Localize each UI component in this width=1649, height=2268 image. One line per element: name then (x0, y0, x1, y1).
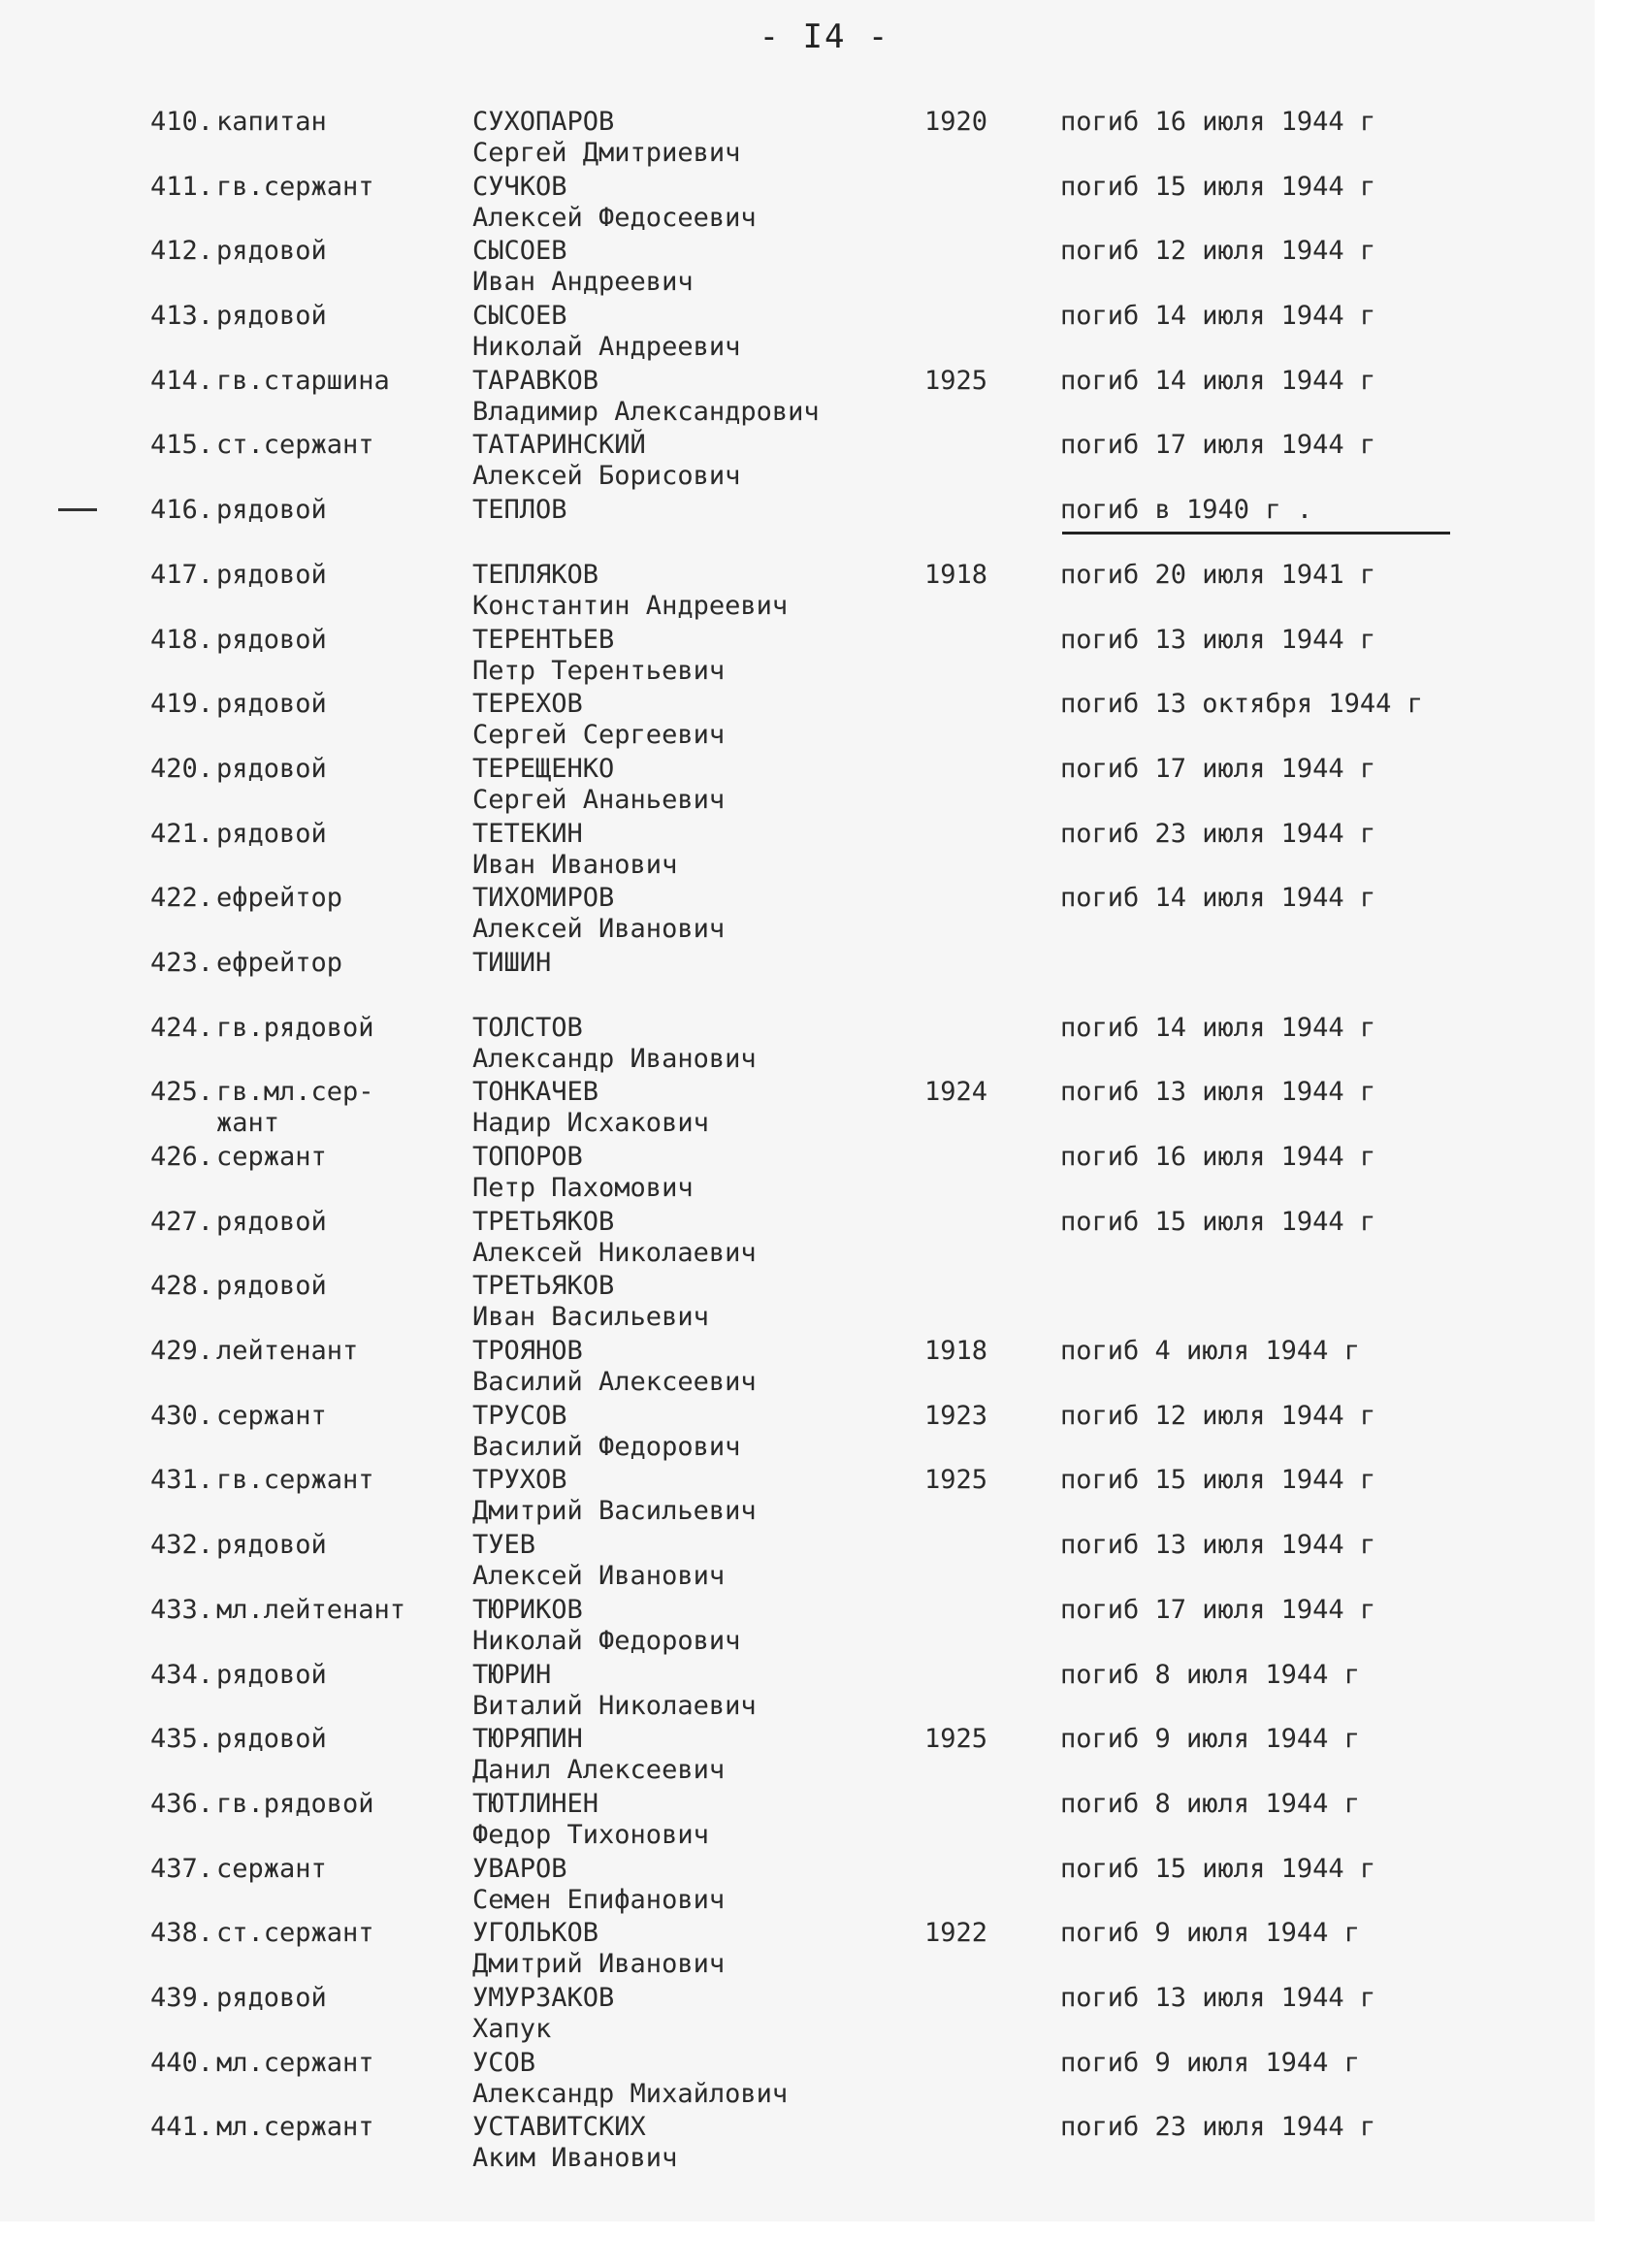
entry-given-names: Алексей Иванович (472, 914, 726, 945)
list-item (0, 1142, 1649, 1207)
entry-main-line (0, 883, 1649, 914)
list-item (0, 560, 1649, 625)
entry-main-line (0, 107, 1649, 138)
entry-main-line (0, 1336, 1649, 1367)
entry-rank: сержант (216, 1400, 327, 1431)
entry-fate: погиб 15 июля 1944 г (1060, 171, 1376, 202)
entry-rank: рядовой (216, 1659, 327, 1690)
entry-number: 436. (149, 1788, 213, 1819)
entry-fate: погиб 14 июля 1944 г (1060, 1012, 1376, 1043)
entry-rank: ст.сержант (216, 430, 374, 461)
entry-rank: ст.сержант (216, 1918, 374, 1949)
entry-second-line (0, 1820, 1649, 1851)
entry-main-line (0, 495, 1649, 526)
entry-main-line (0, 689, 1649, 720)
entry-main-line (0, 1530, 1649, 1561)
entry-given-names: Дмитрий Иванович (472, 1949, 726, 1980)
entry-main-line (0, 625, 1649, 656)
entry-given-names: Николай Андреевич (472, 332, 741, 363)
entry-number: 431. (149, 1465, 213, 1496)
entry-surname: ТРЕТЬЯКОВ (472, 1271, 615, 1302)
entry-main-line (0, 819, 1649, 850)
entry-birth-year: 1925 (924, 1465, 988, 1496)
entry-second-line (0, 1691, 1649, 1722)
entry-fate: погиб 9 июля 1944 г (1060, 2047, 1360, 2078)
entry-main-line (0, 1789, 1649, 1820)
entry-birth-year: 1925 (924, 365, 988, 396)
entry-fate: погиб 23 июля 1944 г (1060, 2112, 1376, 2143)
entry-second-line (0, 850, 1649, 881)
entry-second-line (0, 526, 1649, 557)
entry-rank: рядовой (216, 1982, 327, 2013)
entry-rank: рядовой (216, 1724, 327, 1755)
entry-second-line (0, 1561, 1649, 1592)
entry-surname: ТАРАВКОВ (472, 365, 599, 396)
entry-rank: рядовой (216, 236, 327, 267)
entry-second-line (0, 397, 1649, 428)
entry-fate: погиб 12 июля 1944 г (1060, 236, 1376, 267)
entry-second-line (0, 2143, 1649, 2174)
entry-second-line (0, 1044, 1649, 1075)
entry-second-line (0, 1949, 1649, 1980)
entry-surname: ТРУХОВ (472, 1465, 567, 1496)
list-item (0, 689, 1649, 754)
list-item (0, 1660, 1649, 1725)
list-item (0, 1789, 1649, 1854)
entry-given-names: Данил Алексеевич (472, 1755, 726, 1786)
entry-second-line (0, 2014, 1649, 2045)
entry-main-line (0, 1013, 1649, 1044)
entry-fate: погиб 16 июля 1944 г (1060, 107, 1376, 137)
list-item (0, 107, 1649, 172)
list-item (0, 172, 1649, 237)
entry-surname: ТЮРЯПИН (472, 1724, 583, 1755)
entry-surname: ТРОЯНОВ (472, 1336, 583, 1367)
entry-main-line (0, 301, 1649, 332)
entry-surname: ТЮРИКОВ (472, 1594, 583, 1625)
entry-second-line (0, 2079, 1649, 2110)
entry-fate: погиб 9 июля 1944 г (1060, 1918, 1360, 1949)
entry-birth-year: 1918 (924, 1336, 988, 1367)
list-item (0, 301, 1649, 366)
list-item (0, 1401, 1649, 1466)
entry-number: 432. (149, 1530, 213, 1561)
entry-main-line (0, 948, 1649, 979)
entry-rank: рядовой (216, 753, 327, 784)
entry-given-names: Алексей Иванович (472, 1561, 726, 1592)
entry-number: 427. (149, 1206, 213, 1237)
list-item (0, 1207, 1649, 1272)
entry-number: 412. (149, 236, 213, 267)
entry-number: 418. (149, 624, 213, 655)
entry-main-line (0, 1983, 1649, 2014)
entry-birth-year: 1918 (924, 559, 988, 590)
list-item (0, 2048, 1649, 2113)
entry-fate: погиб 15 июля 1944 г (1060, 1465, 1376, 1496)
entry-fate: погиб 23 июля 1944 г (1060, 818, 1376, 849)
entry-given-names: Сергей Сергеевич (472, 720, 726, 751)
entry-rank: рядовой (216, 689, 327, 720)
entry-main-line (0, 236, 1649, 267)
list-item (0, 1918, 1649, 1983)
list-item (0, 1013, 1649, 1078)
casualty-list (0, 107, 1649, 2177)
entry-fate: погиб 13 октября 1944 г (1060, 689, 1423, 720)
entry-second-line (0, 656, 1649, 687)
entry-number: 419. (149, 689, 213, 720)
entry-surname: СУЧКОВ (472, 171, 567, 202)
entry-number: 430. (149, 1400, 213, 1431)
entry-given-names: Александр Михайлович (472, 2078, 789, 2109)
entry-fate: погиб 13 июля 1944 г (1060, 1077, 1376, 1108)
entry-surname: УСТАВИТСКИХ (472, 2112, 646, 2143)
entry-number: 415. (149, 430, 213, 461)
entry-birth-year: 1923 (924, 1400, 988, 1431)
entry-surname: ТОПОРОВ (472, 1142, 583, 1172)
entry-number: 434. (149, 1659, 213, 1690)
entry-given-names: Константин Андреевич (472, 590, 789, 621)
list-item (0, 1077, 1649, 1142)
entry-main-line (0, 1918, 1649, 1949)
entry-fate: погиб 12 июля 1944 г (1060, 1400, 1376, 1431)
entry-rank: рядовой (216, 301, 327, 332)
entry-second-line (0, 1885, 1649, 1916)
entry-rank: гв.мл.сер- (216, 1077, 374, 1108)
entry-main-line (0, 560, 1649, 591)
entry-surname: ТЕРЕХОВ (472, 689, 583, 720)
entry-surname: ТРУСОВ (472, 1400, 567, 1431)
entry-number: 425. (149, 1077, 213, 1108)
entry-surname: ТИШИН (472, 947, 552, 978)
entry-given-names: Федор Тихонович (472, 1819, 709, 1850)
entry-fate: погиб 17 июля 1944 г (1060, 1594, 1376, 1625)
entry-fate: погиб 15 июля 1944 г (1060, 1206, 1376, 1237)
entry-second-line (0, 914, 1649, 945)
entry-number: 420. (149, 753, 213, 784)
entry-main-line (0, 1465, 1649, 1496)
entry-surname: УСОВ (472, 2047, 536, 2078)
entry-surname: ТЕПЛЯКОВ (472, 559, 599, 590)
entry-fate: погиб 13 июля 1944 г (1060, 1530, 1376, 1561)
entry-surname: ТИХОМИРОВ (472, 883, 615, 914)
list-item (0, 754, 1649, 819)
entry-rank: рядовой (216, 1271, 327, 1302)
entry-given-names: Владимир Александрович (472, 396, 820, 427)
entry-surname: ТЮТЛИНЕН (472, 1788, 599, 1819)
entry-rank: лейтенант (216, 1336, 359, 1367)
list-item (0, 1983, 1649, 2048)
entry-second-line (0, 1367, 1649, 1398)
entry-fate: погиб 4 июля 1944 г (1060, 1336, 1360, 1367)
entry-fate: погиб 14 июля 1944 г (1060, 365, 1376, 396)
entry-rank: ефрейтор (216, 883, 343, 914)
entry-number: 422. (149, 883, 213, 914)
entry-surname: СЫСОЕВ (472, 236, 567, 267)
entry-fate: погиб 13 июля 1944 г (1060, 1982, 1376, 2013)
entry-main-line (0, 1271, 1649, 1302)
entry-number: 416. (149, 495, 213, 526)
entry-surname: ТЕРЕНТЬЕВ (472, 624, 615, 655)
entry-rank: мл.сержант (216, 2047, 374, 2078)
entry-fate: погиб 8 июля 1944 г (1060, 1659, 1360, 1690)
list-item (0, 1854, 1649, 1919)
entry-rank: рядовой (216, 1530, 327, 1561)
entry-number: 424. (149, 1012, 213, 1043)
entry-given-names: Иван Андреевич (472, 267, 694, 298)
entry-second-line (0, 203, 1649, 234)
entry-surname: УВАРОВ (472, 1853, 567, 1884)
entry-second-line (0, 979, 1649, 1010)
entry-fate: погиб 8 июля 1944 г (1060, 1788, 1360, 1819)
entry-main-line (0, 2112, 1649, 2143)
entry-second-line (0, 1302, 1649, 1333)
entry-main-line (0, 1401, 1649, 1432)
list-item (0, 430, 1649, 495)
entry-surname: УГОЛЬКОВ (472, 1918, 599, 1949)
entry-rank: рядовой (216, 1206, 327, 1237)
entry-surname: СЫСОЕВ (472, 301, 567, 332)
entry-main-line (0, 754, 1649, 785)
entry-given-names: Алексей Борисович (472, 461, 741, 492)
list-item (0, 1336, 1649, 1401)
entry-given-names: Аким Иванович (472, 2143, 678, 2174)
entry-fate: погиб 20 июля 1941 г (1060, 559, 1376, 590)
entry-number: 414. (149, 365, 213, 396)
entry-given-names: Николай Федорович (472, 1625, 741, 1656)
entry-main-line (0, 172, 1649, 203)
entry-given-names: Александр Иванович (472, 1043, 757, 1074)
entry-second-line (0, 461, 1649, 492)
list-item (0, 625, 1649, 690)
list-item (0, 1530, 1649, 1595)
entry-second-line (0, 1432, 1649, 1463)
entry-fate: погиб 14 июля 1944 г (1060, 883, 1376, 914)
list-item (0, 1595, 1649, 1660)
entry-surname: ТРЕТЬЯКОВ (472, 1206, 615, 1237)
entry-given-names: Петр Пахомович (472, 1173, 694, 1203)
entry-number: 410. (149, 107, 213, 137)
entry-main-line (0, 1660, 1649, 1691)
entry-fate: погиб 9 июля 1944 г (1060, 1724, 1360, 1755)
entry-number: 413. (149, 301, 213, 332)
entry-rank: рядовой (216, 818, 327, 849)
entry-rank: сержант (216, 1142, 327, 1172)
entry-fate: погиб 13 июля 1944 г (1060, 624, 1376, 655)
entry-given-names: Хапук (472, 2013, 552, 2044)
entry-number: 439. (149, 1982, 213, 2013)
entry-number: 435. (149, 1724, 213, 1755)
entry-number: 441. (149, 2112, 213, 2143)
entry-number: 428. (149, 1271, 213, 1302)
entry-rank: гв.сержант (216, 171, 374, 202)
entry-given-names: Алексей Николаевич (472, 1237, 757, 1268)
entry-surname: ТЕТЕКИН (472, 818, 583, 849)
entry-rank: рядовой (216, 559, 327, 590)
entry-second-line (0, 138, 1649, 169)
entry-fate: погиб 17 июля 1944 г (1060, 430, 1376, 461)
entry-surname: ТЕПЛОВ (472, 495, 567, 526)
entry-main-line (0, 1595, 1649, 1626)
entry-main-line (0, 366, 1649, 397)
entry-fate: погиб 15 июля 1944 г (1060, 1853, 1376, 1884)
entry-given-names: Надир Исхакович (472, 1108, 709, 1139)
entry-given-names: Иван Иванович (472, 849, 678, 880)
entry-surname: ТОНКАЧЕВ (472, 1077, 599, 1108)
entry-fate: погиб 14 июля 1944 г (1060, 301, 1376, 332)
entry-second-line (0, 1496, 1649, 1527)
list-item (0, 1724, 1649, 1789)
entry-rank: рядовой (216, 624, 327, 655)
entry-given-names: Виталий Николаевич (472, 1690, 757, 1721)
entry-rank: рядовой (216, 495, 327, 526)
entry-rank: гв.рядовой (216, 1012, 374, 1043)
scan-margin-bottom (0, 2221, 1649, 2268)
entry-rank: капитан (216, 107, 327, 137)
entry-surname: СУХОПАРОВ (472, 107, 615, 137)
list-item (0, 236, 1649, 301)
entry-birth-year: 1922 (924, 1918, 988, 1949)
entry-second-line (0, 785, 1649, 816)
entry-rank: гв.старшина (216, 365, 390, 396)
entry-number: 421. (149, 818, 213, 849)
entry-main-line (0, 1077, 1649, 1108)
entry-number: 426. (149, 1142, 213, 1172)
entry-rank: гв.сержант (216, 1465, 374, 1496)
entry-given-names: Петр Терентьевич (472, 655, 726, 686)
entry-second-line (0, 267, 1649, 298)
list-item (0, 1271, 1649, 1336)
list-item (0, 495, 1649, 560)
list-item (0, 819, 1649, 884)
entry-birth-year: 1924 (924, 1077, 988, 1108)
entry-surname: ТЮРИН (472, 1659, 552, 1690)
page-number: - I4 - (759, 17, 890, 56)
entry-main-line (0, 1142, 1649, 1173)
entry-number: 433. (149, 1594, 213, 1625)
entry-given-names: Семен Епифанович (472, 1884, 726, 1915)
entry-rank: мл.лейтенант (216, 1594, 406, 1625)
entry-second-line (0, 591, 1649, 622)
entry-number: 423. (149, 947, 213, 978)
entry-number: 429. (149, 1336, 213, 1367)
entry-fate: погиб 17 июля 1944 г (1060, 753, 1376, 784)
entry-main-line (0, 2048, 1649, 2079)
list-item (0, 2112, 1649, 2177)
entry-number: 411. (149, 171, 213, 202)
list-item (0, 1465, 1649, 1530)
entry-birth-year: 1920 (924, 107, 988, 137)
list-item (0, 366, 1649, 431)
entry-surname: ТЕРЕЩЕНКО (472, 753, 615, 784)
entry-given-names: Сергей Дмитриевич (472, 138, 741, 168)
entry-given-names: Дмитрий Васильевич (472, 1496, 757, 1527)
entry-rank: ефрейтор (216, 947, 343, 978)
entry-second-line (0, 720, 1649, 751)
entry-fate: погиб 16 июля 1944 г (1060, 1142, 1376, 1172)
entry-rank: мл.сержант (216, 2112, 374, 2143)
entry-birth-year: 1925 (924, 1724, 988, 1755)
entry-rank: сержант (216, 1853, 327, 1884)
entry-surname: ТУЕВ (472, 1530, 536, 1561)
entry-given-names: Василий Алексеевич (472, 1367, 757, 1398)
list-item (0, 948, 1649, 1013)
entry-rank: гв.рядовой (216, 1788, 374, 1819)
entry-main-line (0, 1854, 1649, 1885)
entry-number: 438. (149, 1918, 213, 1949)
entry-given-names: Иван Васильевич (472, 1302, 709, 1333)
entry-number: 417. (149, 559, 213, 590)
entry-given-names: Сергей Ананьевич (472, 784, 726, 815)
entry-second-line (0, 1108, 1649, 1139)
entry-second-line (0, 1626, 1649, 1657)
entry-main-line (0, 1207, 1649, 1238)
entry-second-line (0, 332, 1649, 363)
entry-surname: УМУРЗАКОВ (472, 1982, 615, 2013)
entry-given-names: Василий Федорович (472, 1431, 741, 1462)
entry-number: 437. (149, 1853, 213, 1884)
list-item (0, 883, 1649, 948)
entry-number: 440. (149, 2047, 213, 2078)
entry-second-line (0, 1238, 1649, 1269)
entry-given-names: Алексей Федосеевич (472, 202, 757, 233)
entry-main-line (0, 1724, 1649, 1755)
entry-second-line (0, 1755, 1649, 1786)
entry-main-line (0, 430, 1649, 461)
entry-rank-continued: жант (216, 1108, 280, 1139)
entry-surname: ТАТАРИНСКИЙ (472, 430, 646, 461)
entry-fate: погиб в 1940 г . (1060, 495, 1313, 526)
entry-second-line (0, 1173, 1649, 1204)
entry-surname: ТОЛСТОВ (472, 1012, 583, 1043)
